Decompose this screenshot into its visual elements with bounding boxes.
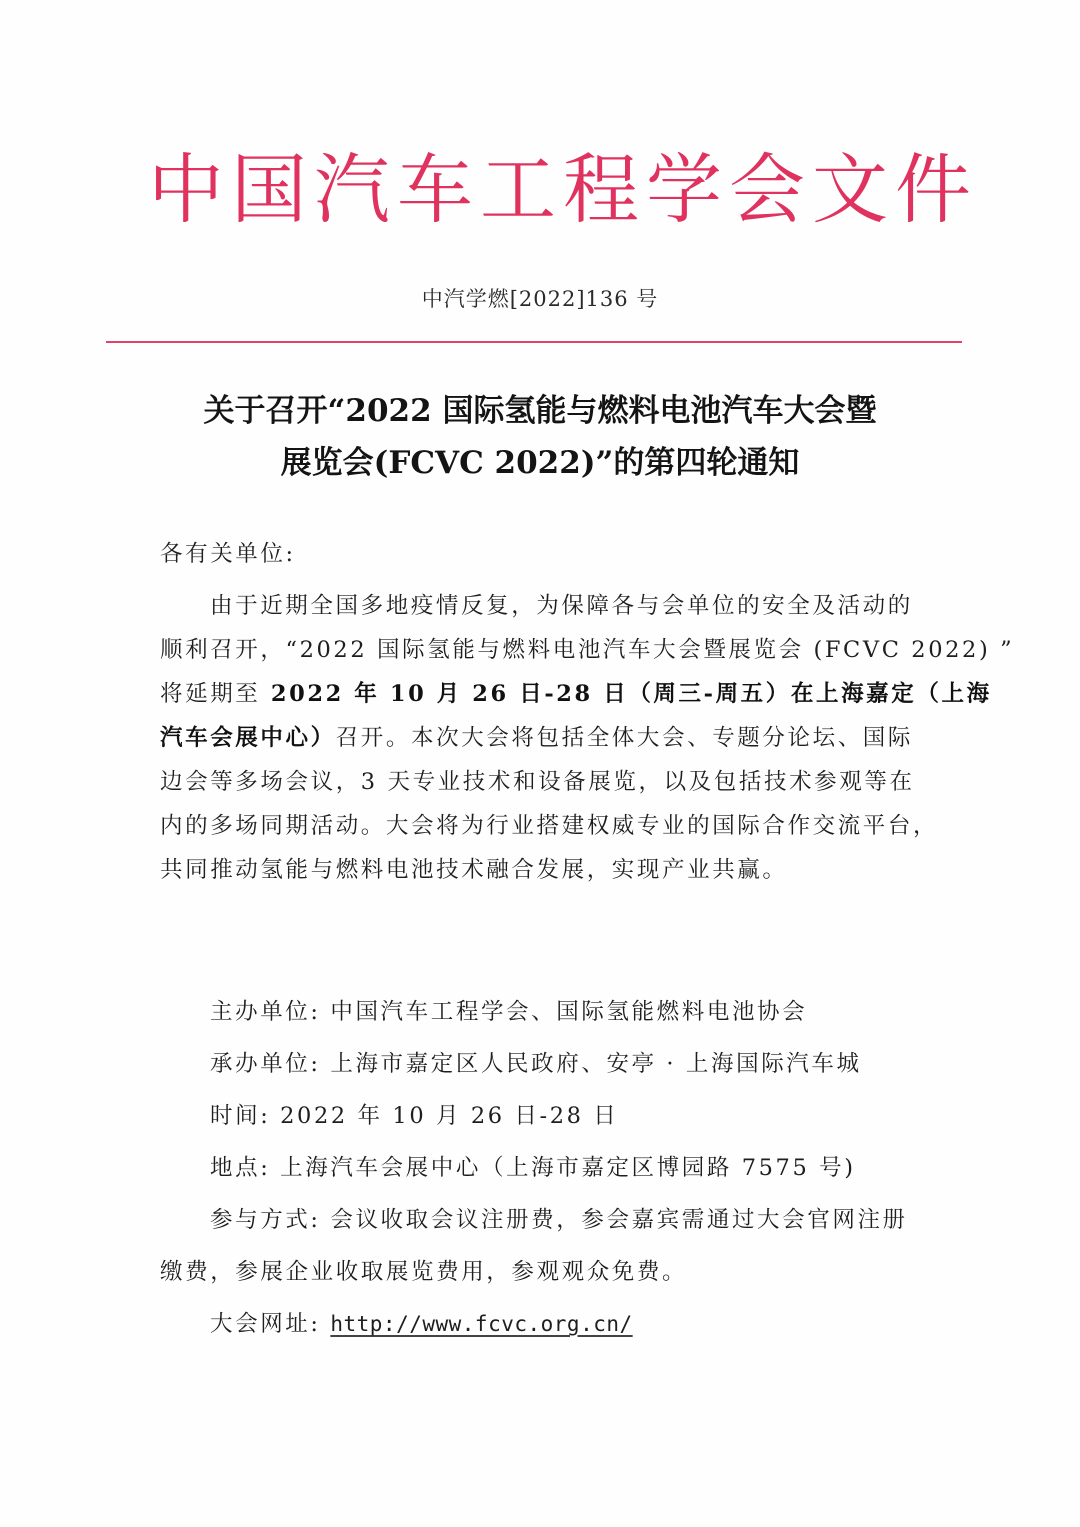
time-value: 2022 年 10 月 26 日-28 日 bbox=[270, 1103, 619, 1129]
website-link[interactable]: http://www.fcvc.org.cn/ bbox=[330, 1312, 633, 1336]
co-organizer-row bbox=[210, 1038, 930, 1090]
salutation: 各有关单位: bbox=[160, 541, 296, 567]
masthead-title: 中国汽车工程学会文件 bbox=[148, 145, 978, 234]
document-number: 中汽学燃[2022]136 号 bbox=[421, 287, 659, 311]
paragraph-line: 内的多场同期活动。大会将为行业搭建权威专业的国际合作交流平台， bbox=[160, 813, 939, 839]
notice-title-line-1: 关于召开“2022 国际氢能与燃料电池汽车大会暨 bbox=[203, 393, 877, 429]
venue-row bbox=[210, 1142, 930, 1194]
paragraph-line bbox=[160, 716, 920, 760]
red-divider-rule bbox=[106, 341, 962, 343]
participation-value: 会议收取会议注册费，参会嘉宾需通过大会官网注册 bbox=[320, 1207, 908, 1233]
co-organizer-label: 承办单位: bbox=[210, 1051, 321, 1077]
notice-title-line-2: 展览会(FCVC 2022)”的第四轮通知 bbox=[280, 445, 800, 481]
organizer-row bbox=[210, 986, 930, 1038]
participation-label: 参与方式: bbox=[210, 1207, 321, 1233]
paragraph-line: 顺利召开，“2022 国际氢能与燃料电池汽车大会暨展览会 (FCVC 2022) ” bbox=[160, 637, 1015, 663]
venue-value: 上海汽车会展中心（上海市嘉定区博园路 7575 号) bbox=[270, 1155, 856, 1181]
paragraph-line: 由于近期全国多地疫情反复，为保障各与会单位的安全及活动的 bbox=[210, 593, 913, 619]
paragraph-line: 边会等多场会议，3 天专业技术和设备展览，以及包括技术参观等在 bbox=[160, 769, 915, 795]
co-organizer-value: 上海市嘉定区人民政府、安亭 · 上海国际汽车城 bbox=[320, 1051, 862, 1077]
highlighted-venue: 汽车会展中心） bbox=[160, 725, 336, 751]
organizer-value: 中国汽车工程学会、国际氢能燃料电池协会 bbox=[320, 999, 808, 1025]
highlighted-date-location: 2022 年 10 月 26 日-28 日（周三-周五）在上海嘉定（上海 bbox=[260, 681, 992, 707]
participation-row bbox=[210, 1194, 930, 1246]
paragraph-line: 共同推动氢能与燃料电池技术融合发展，实现产业共赢。 bbox=[160, 857, 788, 883]
venue-label: 地点: bbox=[210, 1155, 271, 1181]
organizer-label: 主办单位: bbox=[210, 999, 321, 1025]
paragraph-line bbox=[160, 672, 992, 716]
paragraph-text: 将延期至 bbox=[160, 681, 261, 707]
website-label: 大会网址: bbox=[210, 1311, 321, 1337]
notice-title bbox=[150, 385, 930, 489]
website-row bbox=[210, 1298, 930, 1350]
event-info-block bbox=[160, 986, 930, 1350]
main-paragraph bbox=[160, 584, 1015, 892]
time-label: 时间: bbox=[210, 1103, 271, 1129]
paragraph-text: 召开。本次大会将包括全体大会、专题分论坛、国际 bbox=[335, 725, 914, 751]
participation-row-continued: 缴费，参展企业收取展览费用，参观观众免费。 bbox=[160, 1259, 688, 1285]
time-row bbox=[210, 1090, 930, 1142]
